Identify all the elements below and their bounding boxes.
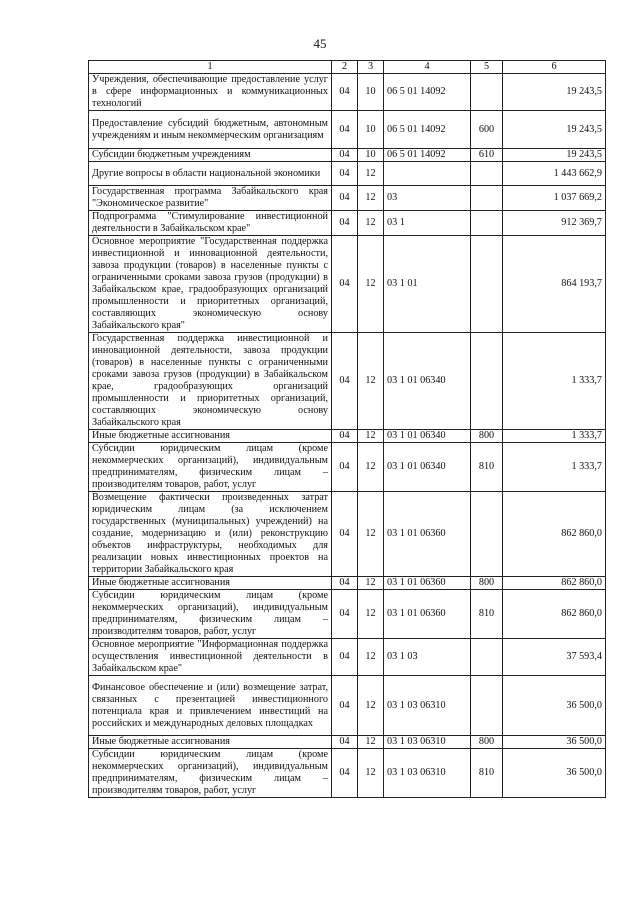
section-code: 04: [332, 162, 358, 186]
amount: 19 243,5: [503, 111, 606, 149]
subsection-code: 12: [358, 211, 384, 236]
item-name: Основное мероприятие "Государственная поддержка инвестиционной и инновационной деятельности, завоза продукции (товаров) в населенные пункты с ограниченными сроками завоза грузов (продукции) в Забайкальском крае, градообразующих организаций промышленности и приоритетных организаций, составляющих экономическую основу Забайкальского края": [89, 236, 332, 333]
target-article-code: 03 1 03 06310: [384, 676, 471, 736]
section-code: 04: [332, 430, 358, 443]
item-name: Государственная программа Забайкальского края "Экономическое развитие": [89, 186, 332, 211]
amount: 1 333,7: [503, 333, 606, 430]
subsection-code: 12: [358, 749, 384, 798]
item-name: Субсидии юридическим лицам (кроме некоммерческих организаций), индивидуальным предпринимателям, физическим лицам – производителям товаров, работ, услуг: [89, 749, 332, 798]
table-row: [89, 590, 606, 639]
expense-type-code: 810: [471, 590, 503, 639]
item-name: Иные бюджетные ассигнования: [89, 577, 332, 590]
expense-type-code: [471, 236, 503, 333]
expense-type-code: [471, 492, 503, 577]
amount: 864 193,7: [503, 236, 606, 333]
amount: 1 333,7: [503, 443, 606, 492]
header-cell: 1: [89, 61, 332, 74]
amount: 1 333,7: [503, 430, 606, 443]
expense-type-code: [471, 333, 503, 430]
amount: 862 860,0: [503, 492, 606, 577]
header-cell: 5: [471, 61, 503, 74]
header-cell: 2: [332, 61, 358, 74]
amount: 1 443 662,9: [503, 162, 606, 186]
target-article-code: 03 1 01 06340: [384, 333, 471, 430]
subsection-code: 12: [358, 430, 384, 443]
table-row: [89, 74, 606, 111]
amount: 19 243,5: [503, 149, 606, 162]
amount: 37 593,4: [503, 639, 606, 676]
table-row: [89, 236, 606, 333]
target-article-code: 03 1 01 06340: [384, 430, 471, 443]
target-article-code: 03 1 01 06340: [384, 443, 471, 492]
item-name: Иные бюджетные ассигнования: [89, 736, 332, 749]
section-code: 04: [332, 676, 358, 736]
target-article-code: 03: [384, 186, 471, 211]
table-row: [89, 749, 606, 798]
expense-type-code: [471, 211, 503, 236]
budget-table: [88, 60, 606, 798]
subsection-code: 12: [358, 162, 384, 186]
target-article-code: 03 1 01 06360: [384, 492, 471, 577]
expense-type-code: 800: [471, 430, 503, 443]
expense-type-code: [471, 639, 503, 676]
item-name: Предоставление субсидий бюджетным, автономным учреждениям и иным некоммерческим организациям: [89, 111, 332, 149]
item-name: Субсидии бюджетным учреждениям: [89, 149, 332, 162]
target-article-code: 03 1: [384, 211, 471, 236]
section-code: 04: [332, 149, 358, 162]
amount: 862 860,0: [503, 577, 606, 590]
subsection-code: 10: [358, 149, 384, 162]
item-name: Субсидии юридическим лицам (кроме некоммерческих организаций), индивидуальным предпринимателям, физическим лицам – производителям товаров, работ, услуг: [89, 590, 332, 639]
target-article-code: 06 5 01 14092: [384, 111, 471, 149]
subsection-code: 12: [358, 676, 384, 736]
expense-type-code: 800: [471, 736, 503, 749]
item-name: Учреждения, обеспечивающие предоставление услуг в сфере информационных и коммуникационных технологий: [89, 74, 332, 111]
amount: 36 500,0: [503, 736, 606, 749]
table-row: [89, 211, 606, 236]
section-code: 04: [332, 211, 358, 236]
section-code: 04: [332, 111, 358, 149]
table-body: [89, 74, 606, 798]
header-cell: 3: [358, 61, 384, 74]
section-code: 04: [332, 639, 358, 676]
amount: 36 500,0: [503, 676, 606, 736]
table-row: [89, 577, 606, 590]
table-row: [89, 676, 606, 736]
table-row: [89, 430, 606, 443]
table-row: [89, 443, 606, 492]
section-code: 04: [332, 492, 358, 577]
page-number: 45: [313, 36, 327, 51]
expense-type-code: [471, 74, 503, 111]
item-name: Возмещение фактически произведенных затрат юридическим лицам (за исключением государственных (муниципальных) учреждений) на создание, модернизацию и (или) реконструкцию объектов инфраструктуры, необходимых для реализации новых инвестиционных проектов на территории Забайкальского края: [89, 492, 332, 577]
target-article-code: 06 5 01 14092: [384, 74, 471, 111]
target-article-code: 03 1 01: [384, 236, 471, 333]
table-row: [89, 162, 606, 186]
item-name: Иные бюджетные ассигнования: [89, 430, 332, 443]
item-name: Основное мероприятие "Информационная поддержка осуществления инвестиционной деятельности в Забайкальском крае": [89, 639, 332, 676]
amount: 862 860,0: [503, 590, 606, 639]
expense-type-code: 600: [471, 111, 503, 149]
section-code: 04: [332, 333, 358, 430]
item-name: Государственная поддержка инвестиционной и инновационной деятельности, завоза продукции (товаров) в населенные пункты с ограниченными сроками завоза грузов (продукции) в Забайкальском крае, градообразующих организаций промышленности и приоритетных организаций, составляющих экономическую основу Забайкальского края: [89, 333, 332, 430]
section-code: 04: [332, 236, 358, 333]
expense-type-code: [471, 162, 503, 186]
expense-type-code: 810: [471, 749, 503, 798]
subsection-code: 12: [358, 186, 384, 211]
amount: 1 037 669,2: [503, 186, 606, 211]
target-article-code: 03 1 03 06310: [384, 749, 471, 798]
subsection-code: 12: [358, 492, 384, 577]
table-row: [89, 736, 606, 749]
section-code: 04: [332, 74, 358, 111]
table-row: [89, 149, 606, 162]
table-row: [89, 186, 606, 211]
subsection-code: 12: [358, 333, 384, 430]
subsection-code: 10: [358, 74, 384, 111]
expense-type-code: 610: [471, 149, 503, 162]
expense-type-code: 800: [471, 577, 503, 590]
header-cell: 6: [503, 61, 606, 74]
target-article-code: [384, 162, 471, 186]
section-code: 04: [332, 749, 358, 798]
subsection-code: 12: [358, 736, 384, 749]
item-name: Финансовое обеспечение и (или) возмещение затрат, связанных с презентацией инвестиционного потенциала края и привлечением инвестиций на российских и международных деловых площадках: [89, 676, 332, 736]
section-code: 04: [332, 443, 358, 492]
item-name: Другие вопросы в области национальной экономики: [89, 162, 332, 186]
section-code: 04: [332, 577, 358, 590]
amount: 19 243,5: [503, 74, 606, 111]
expense-type-code: [471, 676, 503, 736]
table-row: [89, 639, 606, 676]
section-code: 04: [332, 736, 358, 749]
subsection-code: 12: [358, 639, 384, 676]
target-article-code: 03 1 03 06310: [384, 736, 471, 749]
header-cell: 4: [384, 61, 471, 74]
section-code: 04: [332, 186, 358, 211]
item-name: Подпрограмма "Стимулирование инвестиционной деятельности в Забайкальском крае": [89, 211, 332, 236]
target-article-code: 03 1 03: [384, 639, 471, 676]
table-row: [89, 333, 606, 430]
section-code: 04: [332, 590, 358, 639]
subsection-code: 12: [358, 577, 384, 590]
expense-type-code: 810: [471, 443, 503, 492]
amount: 36 500,0: [503, 749, 606, 798]
table-row: [89, 111, 606, 149]
table-row: [89, 492, 606, 577]
target-article-code: 03 1 01 06360: [384, 590, 471, 639]
subsection-code: 12: [358, 590, 384, 639]
subsection-code: 12: [358, 443, 384, 492]
target-article-code: 06 5 01 14092: [384, 149, 471, 162]
subsection-code: 10: [358, 111, 384, 149]
table-header-row: [89, 61, 606, 74]
target-article-code: 03 1 01 06360: [384, 577, 471, 590]
amount: 912 369,7: [503, 211, 606, 236]
item-name: Субсидии юридическим лицам (кроме некоммерческих организаций), индивидуальным предпринимателям, физическим лицам – производителям товаров, работ, услуг: [89, 443, 332, 492]
subsection-code: 12: [358, 236, 384, 333]
expense-type-code: [471, 186, 503, 211]
